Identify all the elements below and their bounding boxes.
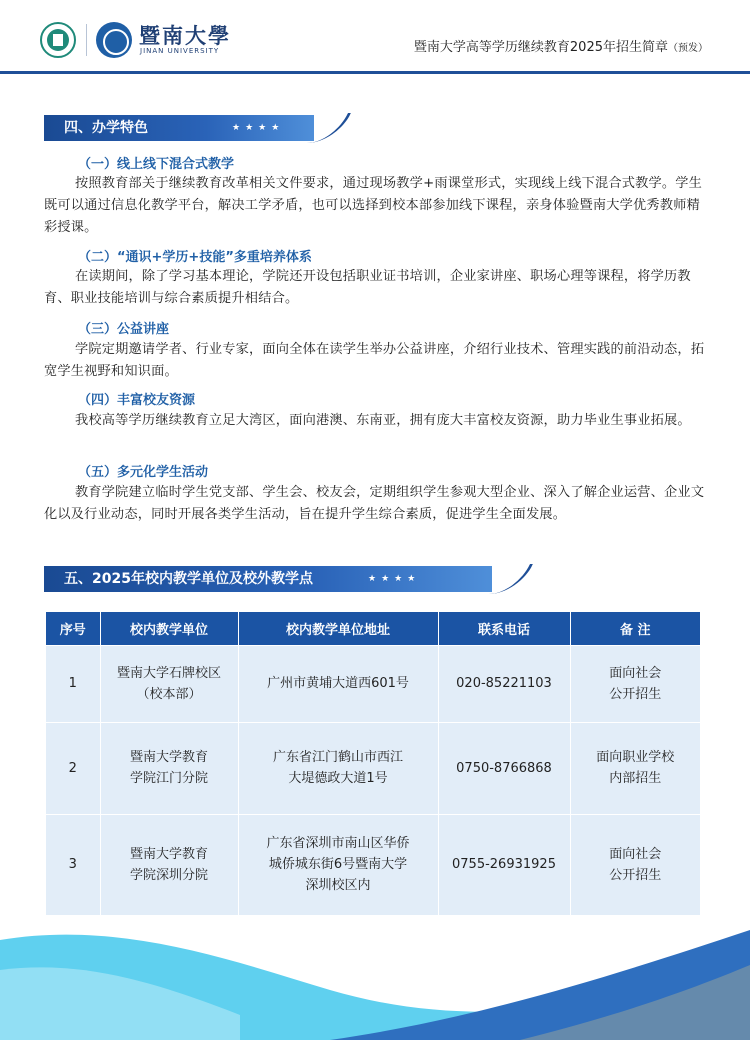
cell-no: 1 — [46, 645, 100, 722]
document-title-note: （预发） — [668, 43, 708, 54]
document-title-text: 暨南大学高等学历继续教育2025年招生简章 — [413, 40, 668, 55]
logo-name: 暨南大學 — [139, 23, 231, 48]
cell-address-line: 城侨城东街6号暨南大学 — [268, 857, 408, 873]
cell-note — [570, 814, 700, 915]
cell-address — [238, 722, 438, 814]
decorative-wave — [0, 920, 750, 1040]
section-4-swoosh — [307, 113, 351, 143]
feature-2-text: 在读期间，除了学习基本理论，学院还开设包括职业证书培训，企业家讲座、职场心理等课程，将学历教育、职业技能培训与综合素质提升相结合。 — [44, 269, 691, 306]
cell-note — [570, 722, 700, 814]
table-row — [46, 645, 700, 722]
cell-unit-line: 暨南大学教育 — [129, 846, 208, 862]
cell-unit — [100, 814, 238, 915]
teaching-units-table — [46, 612, 700, 915]
cell-address — [238, 645, 438, 722]
cell-unit-line: 学院江门分院 — [129, 771, 208, 786]
logo-divider — [86, 24, 87, 56]
feature-2-heading: （二）“通识+学历+技能”多重培养体系 — [78, 250, 312, 265]
cell-note-line: 面向社会 — [609, 665, 662, 681]
column-header-address: 校内教学单位地址 — [238, 612, 438, 645]
section-5-swoosh — [489, 564, 533, 594]
feature-5-heading: （五）多元化学生活动 — [78, 465, 209, 480]
feature-4-heading: （四）丰富校友资源 — [78, 393, 196, 408]
feature-1-text: 按照教育部关于继续教育改革相关文件要求，通过现场教学+雨课堂形式，实现线上线下混合式教学。学生既可以通过信息化教学平台，解决工学矛盾，也可以选择到校本部参加线下课程，亲身体验暨南大学优秀教师精彩授课。 — [44, 176, 703, 235]
page-header — [0, 0, 750, 74]
section-4-title: 四、办学特色 — [64, 120, 148, 136]
university-logo-icon — [96, 22, 132, 58]
column-header-phone: 联系电话 — [438, 612, 570, 645]
feature-5-text: 教育学院建立临时学生党支部、学生会、校友会，定期组织学生参观大型企业、深入了解企业运营、企业文化以及行业动态，同时开展各类学生活动，旨在提升学生综合素质，促进学生全面发展。 — [44, 485, 705, 522]
cell-phone: 020-85221103 — [438, 645, 570, 722]
column-header-no: 序号 — [46, 612, 100, 645]
cell-unit — [100, 722, 238, 814]
cell-address — [238, 814, 438, 915]
feature-1-heading: （一）线上线下混合式教学 — [78, 157, 235, 172]
logo-subtitle: JINAN UNIVERSITY — [140, 47, 220, 55]
section-4-title-bar — [44, 115, 314, 141]
section-4-stars: ★★★★ — [232, 123, 285, 133]
column-header-unit: 校内教学单位 — [100, 612, 238, 645]
cell-unit-line: 学院深圳分院 — [129, 867, 208, 883]
cell-unit-line: 暨南大学教育 — [129, 750, 208, 765]
section-5-title-bar — [44, 566, 492, 592]
table-row — [46, 722, 700, 814]
cell-note — [570, 645, 700, 722]
section-5-stars: ★★★★ — [368, 574, 421, 584]
cell-no: 3 — [46, 814, 100, 915]
cell-unit-line: （校本部） — [136, 686, 202, 702]
cell-address-line: 广东省深圳市南山区华侨 — [266, 836, 410, 852]
cell-unit — [100, 645, 238, 722]
cell-address-line: 广东省江门鹤山市西江 — [272, 750, 403, 765]
feature-3-text: 学院定期邀请学者、行业专家，面向全体在读学生举办公益讲座，介绍行业技术、管理实践的前沿动态，拓宽学生视野和知识面。 — [44, 342, 705, 379]
cell-note-line: 面向社会 — [609, 846, 662, 862]
cell-no: 2 — [46, 722, 100, 814]
table-header-row — [46, 612, 700, 645]
university-seal-icon — [40, 22, 76, 58]
cell-phone: 0750-8766868 — [438, 722, 570, 814]
table-row — [46, 814, 700, 915]
cell-note-line: 内部招生 — [609, 771, 662, 786]
feature-4-text: 我校高等学历继续教育立足大湾区，面向港澳、东南亚，拥有庞大丰富校友资源，助力毕业生事业拓展。 — [75, 413, 691, 428]
section-5-title: 五、2025年校内教学单位及校外教学点 — [64, 571, 313, 587]
cell-note-line: 面向职业学校 — [596, 750, 675, 765]
feature-3-heading: （三）公益讲座 — [78, 322, 170, 337]
document-title — [414, 36, 708, 55]
cell-unit-line: 暨南大学石牌校区 — [116, 665, 221, 681]
cell-phone: 0755-26931925 — [438, 814, 570, 915]
cell-address-line: 大堤德政大道1号 — [288, 771, 388, 786]
column-header-note: 备 注 — [570, 612, 700, 645]
cell-address-line: 深圳校区内 — [305, 878, 371, 894]
cell-note-line: 公开招生 — [609, 867, 662, 883]
cell-note-line: 公开招生 — [609, 686, 662, 702]
cell-address-line: 广州市黄埔大道西601号 — [267, 676, 409, 691]
